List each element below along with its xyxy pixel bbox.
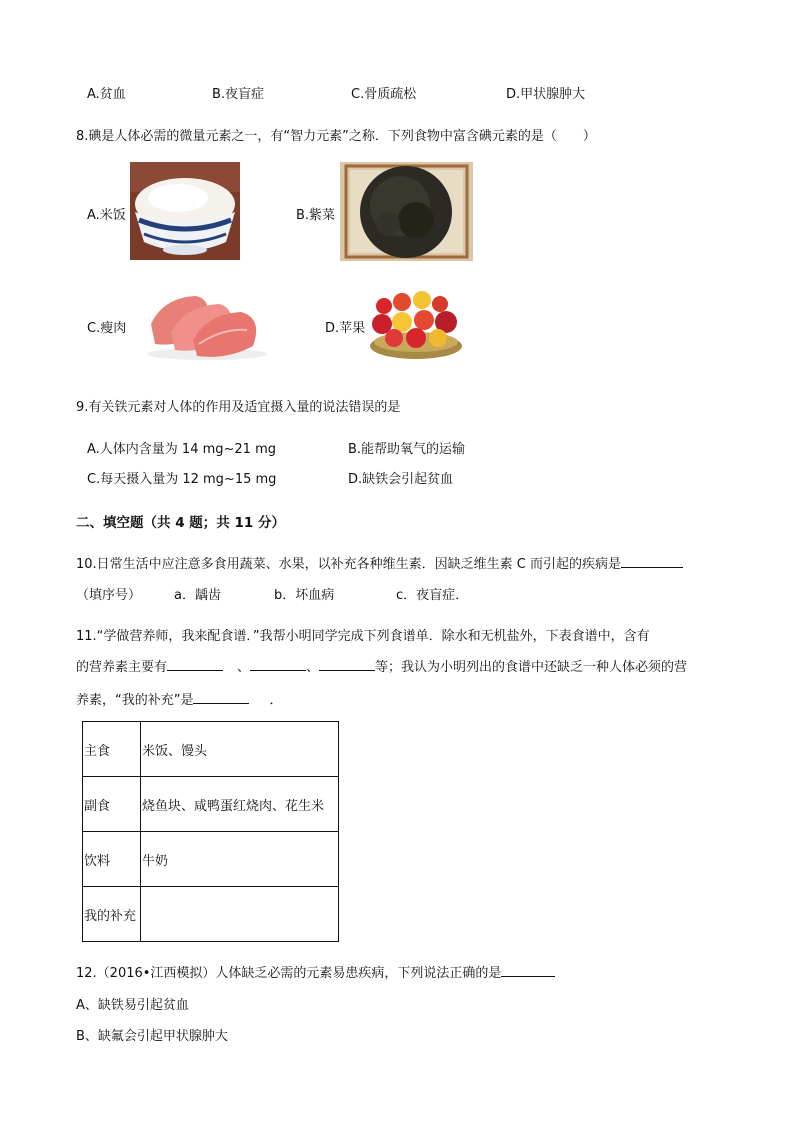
q11-blank-3[interactable]	[319, 656, 375, 671]
q10-option-b: b．坏血病	[274, 588, 335, 603]
q10-answer-blank[interactable]	[621, 553, 683, 568]
table-cell-category: 饮料	[83, 832, 141, 887]
q11-line2-text-b: 等；我认为小明列出的食谱中还缺乏一种人体必须的营	[375, 660, 688, 675]
table-cell-my-supplement[interactable]	[141, 887, 339, 942]
q10-stem: 10.日常生活中应注意多食用蔬菜、水果，以补充各种维生素．因缺乏维生素 C 而引起的疾病是	[76, 557, 622, 572]
q8-stem: 8.碘是人体必需的微量元素之一，有“智力元素”之称．下列食物中富含碘元素的是（ ）	[76, 129, 596, 144]
q11-line1: 11.“学做营养师，我来配食谱．”我帮小明同学完成下列食谱单．除水和无机盐外，下表食谱中，含有	[76, 629, 650, 644]
q12-option-b: B、缺氟会引起甲状腺肿大	[76, 1029, 228, 1044]
q11-line2-text-a: 的营养素主要有	[76, 660, 168, 675]
q11-blank-1[interactable]	[167, 656, 223, 671]
menu-table	[82, 721, 339, 942]
q8-option-d: D.苹果	[325, 321, 366, 336]
table-cell-items: 烧鱼块、咸鸭蛋红烧肉、花生米	[141, 777, 339, 832]
q11-blank-2[interactable]	[250, 656, 306, 671]
section-heading: 二、填空题（共 4 题；共 11 分）	[76, 515, 285, 531]
q9-option-c: C.每天摄入量为 12 mg~15 mg	[87, 472, 277, 487]
q8-option-b: B.紫菜	[296, 208, 336, 223]
table-cell-category: 我的补充	[83, 887, 141, 942]
q10-option-a: a．龋齿	[174, 588, 221, 603]
q7-option-c: C.骨质疏松	[351, 87, 417, 102]
q11-line3-text: 养素，“我的补充”是	[76, 693, 194, 708]
q9-stem: 9.有关铁元素对人体的作用及适宜摄入量的说法错误的是	[76, 400, 401, 415]
q10-line2-prefix: （填序号）	[76, 588, 142, 603]
q10-line1	[76, 553, 683, 572]
q7-option-a: A.贫血	[87, 87, 126, 102]
q9-option-b: B.能帮助氧气的运输	[348, 442, 466, 457]
rice-bowl-image	[130, 162, 240, 260]
q12-stem: 12.（2016•江西模拟）人体缺乏必需的元素易患疾病，下列说法正确的是	[76, 966, 502, 981]
q9-option-a: A.人体内含量为 14 mg~21 mg	[87, 442, 277, 457]
table-cell-category: 主食	[83, 722, 141, 777]
q11-line2	[76, 656, 687, 675]
q12-line	[76, 962, 555, 981]
q7-option-d: D.甲状腺肿大	[506, 87, 586, 102]
table-cell-items: 牛奶	[141, 832, 339, 887]
seaweed-image	[340, 162, 473, 261]
lean-meat-image	[143, 288, 271, 363]
q11-blank-4[interactable]	[193, 689, 249, 704]
q11-separator-2: 、	[306, 660, 320, 675]
table-row	[83, 777, 339, 832]
q11-line3	[76, 689, 283, 708]
table-row	[83, 887, 339, 942]
q12-answer-blank[interactable]	[501, 962, 555, 977]
q11-line3-end: ．	[269, 693, 283, 708]
q10-option-c: c．夜盲症．	[396, 588, 469, 603]
q7-option-b: B.夜盲症	[212, 87, 265, 102]
q11-separator-1: 、	[237, 660, 251, 675]
q8-option-a: A.米饭	[87, 208, 126, 223]
table-cell-items: 米饭、馒头	[141, 722, 339, 777]
q8-option-c: C.瘦肉	[87, 321, 127, 336]
q12-option-a: A、缺铁易引起贫血	[76, 998, 189, 1013]
q9-option-d: D.缺铁会引起贫血	[348, 472, 454, 487]
apples-image	[368, 290, 464, 360]
table-cell-category: 副食	[83, 777, 141, 832]
table-row	[83, 832, 339, 887]
table-row	[83, 722, 339, 777]
